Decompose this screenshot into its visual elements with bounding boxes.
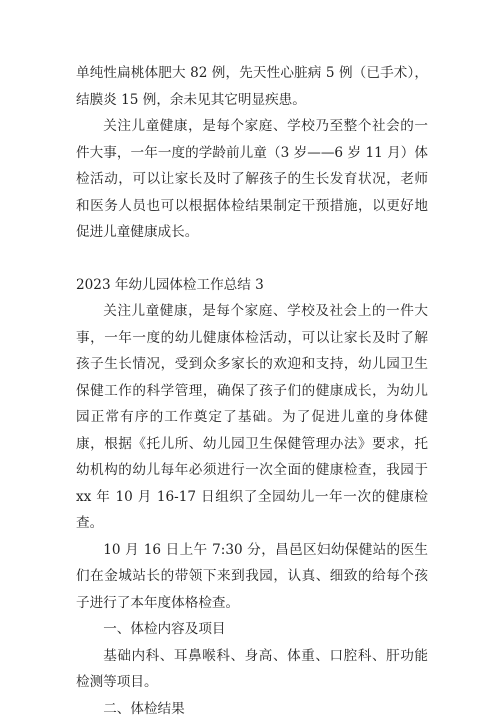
- document-body: [76, 60, 428, 722]
- paragraph-child-health-importance: 关注儿童健康，是每个家庭、学校乃至整个社会的一件大事，一年一度的学龄前儿童（3 岁——6 岁 11 月）体检活动，可以让家长及时了解孩子的生长发育状况，老师和医务人员也可以根据体检结果制定干预措施，以更好地促进儿童健康成长。: [76, 113, 428, 246]
- paragraph-diagnosis-summary: 单纯性扁桃体肥大 82 例，先天性心脏病 5 例（已手术），结膜炎 15 例，余未见其它明显疾患。: [76, 60, 428, 113]
- section-title: 2023 年幼儿园体检工作总结 3: [76, 272, 428, 299]
- paragraph-checkup-date: 10 月 16 日上午 7:30 分，昌邑区妇幼保健站的医生们在金城站长的带领下来到我园，认真、细致的给每个孩子进行了本年度体格检查。: [76, 537, 428, 617]
- subheading-checkup-results: 二、体检结果: [76, 696, 428, 722]
- paragraph-checkup-overview: 关注儿童健康，是每个家庭、学校及社会上的一件大事，一年一度的幼儿健康体检活动，可以让家长及时了解孩子生长情况，受到众多家长的欢迎和支持，幼儿园卫生保健工作的科学管理，确保了孩子们的健康成长，为幼儿园正常有序的工作奠定了基础。为了促进儿童的身体健康，根据《托儿所、幼儿园卫生保健管理办法》要求，托幼机构的幼儿每年必须进行一次全面的健康检查，我园于 xx 年 10 月 16-17 日组织了全园幼儿一年一次的健康检查。: [76, 298, 428, 537]
- paragraph-checkup-item-list: 基础内科、耳鼻喉科、身高、体重、口腔科、肝功能检测等项目。: [76, 643, 428, 696]
- subheading-checkup-items: 一、体检内容及项目: [76, 616, 428, 643]
